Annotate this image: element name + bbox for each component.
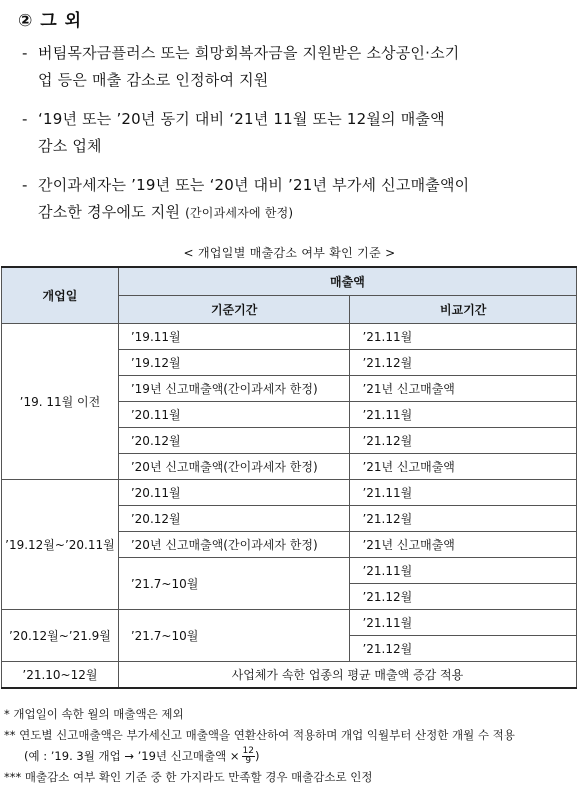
criteria-table — [1, 266, 577, 689]
table-row — [2, 662, 577, 689]
bullet-text-line — [38, 199, 469, 227]
header-compare-period: 비교기간 — [350, 296, 577, 324]
compare-cell: ’21.12월 — [350, 350, 577, 376]
base-cell: ’20.12월 — [118, 428, 350, 454]
header-base-period: 기준기간 — [118, 296, 350, 324]
compare-cell: ’21.12월 — [350, 428, 577, 454]
base-cell: ’20.11월 — [118, 402, 350, 428]
bullet-text-line: 버팀목자금플러스 또는 희망회복자금을 지원받은 소상공인·소기 — [38, 44, 460, 62]
footnotes — [4, 704, 576, 788]
base-cell: ’19.11월 — [118, 324, 350, 350]
bullet-dash: - — [22, 176, 28, 194]
compare-cell: ’21.12월 — [350, 636, 577, 662]
compare-cell: ’21.11월 — [350, 558, 577, 584]
footnote-example-prefix: (예 : ’19. 3월 개업 → ’19년 신고매출액 × — [24, 749, 240, 763]
bullet-dash: - — [22, 110, 28, 128]
table-row — [2, 610, 577, 636]
base-cell: ’19.12월 — [118, 350, 350, 376]
footnote-example — [4, 746, 576, 767]
compare-cell: ’21.11월 — [350, 610, 577, 636]
compare-cell: ’21년 신고매출액 — [350, 532, 577, 558]
bullet-dash: - — [22, 44, 28, 62]
bullet-text: 감소한 경우에도 지원 — [38, 203, 181, 221]
full-row-cell: 사업체가 속한 업종의 평균 매출액 증감 적용 — [118, 662, 576, 689]
footnote-3: *** 매출감소 여부 확인 기준 중 한 가지라도 만족할 경우 매출감소로 인정 — [4, 770, 373, 784]
compare-cell: ’21.11월 — [350, 402, 577, 428]
base-cell: ’20.11월 — [118, 480, 350, 506]
footnote-1: * 개업일이 속한 월의 매출액은 제외 — [4, 707, 184, 721]
header-opening-date: 개업일 — [2, 267, 119, 324]
opening-period-cell: ’19. 11월 이전 — [2, 324, 119, 480]
bullet-text-line: ‘19년 또는 ’20년 동기 대비 ‘21년 11월 또는 12월의 매출액 — [38, 110, 445, 128]
base-cell: ’19년 신고매출액(간이과세자 한정) — [118, 376, 350, 402]
base-cell-merged: ’21.7~10월 — [118, 558, 350, 610]
compare-cell: ’21년 신고매출액 — [350, 454, 577, 480]
bullet-item-1 — [22, 40, 459, 94]
header-sales: 매출액 — [118, 267, 576, 296]
table-caption: < 개업일별 매출감소 여부 확인 기준 > — [183, 246, 396, 260]
opening-period-cell: ’20.12월~’21.9월 — [2, 610, 119, 662]
footnote-2: ** 연도별 신고매출액은 부가세신고 매출액을 연환산하여 적용하며 개업 익월부터 산정한 개월 수 적용 — [4, 728, 515, 742]
bullet-text-line: 업 등은 매출 감소로 인정하여 지원 — [38, 71, 269, 89]
bullet-item-3 — [22, 172, 469, 227]
compare-cell: ’21.12월 — [350, 506, 577, 532]
bullet-note: (간이과세자에 한정) — [185, 206, 294, 220]
base-cell: ’20년 신고매출액(간이과세자 한정) — [118, 454, 350, 480]
base-cell: ’20.12월 — [118, 506, 350, 532]
compare-cell: ’21.12월 — [350, 584, 577, 610]
fraction-denominator: 9 — [245, 756, 252, 766]
section-title: ② 그 외 — [18, 11, 83, 31]
base-cell: ’20년 신고매출액(간이과세자 한정) — [118, 532, 350, 558]
compare-cell: ’21.11월 — [350, 324, 577, 350]
opening-period-cell: ’19.12월~’20.11월 — [2, 480, 119, 610]
bullet-item-2 — [22, 106, 445, 160]
table-row — [2, 324, 577, 350]
base-cell-merged: ’21.7~10월 — [118, 610, 350, 662]
opening-period-cell: ’21.10~12월 — [2, 662, 119, 689]
fraction-numerator: 12 — [242, 746, 254, 756]
table-row — [2, 480, 577, 506]
compare-cell: ’21년 신고매출액 — [350, 376, 577, 402]
footnote-example-suffix: ) — [254, 749, 260, 763]
fraction — [242, 747, 255, 766]
bullet-text-line: 감소 업체 — [38, 137, 102, 155]
table-header-row — [2, 267, 577, 296]
compare-cell: ’21.11월 — [350, 480, 577, 506]
bullet-text-line: 간이과세자는 ’19년 또는 ‘20년 대비 ’21년 부가세 신고매출액이 — [38, 176, 470, 194]
